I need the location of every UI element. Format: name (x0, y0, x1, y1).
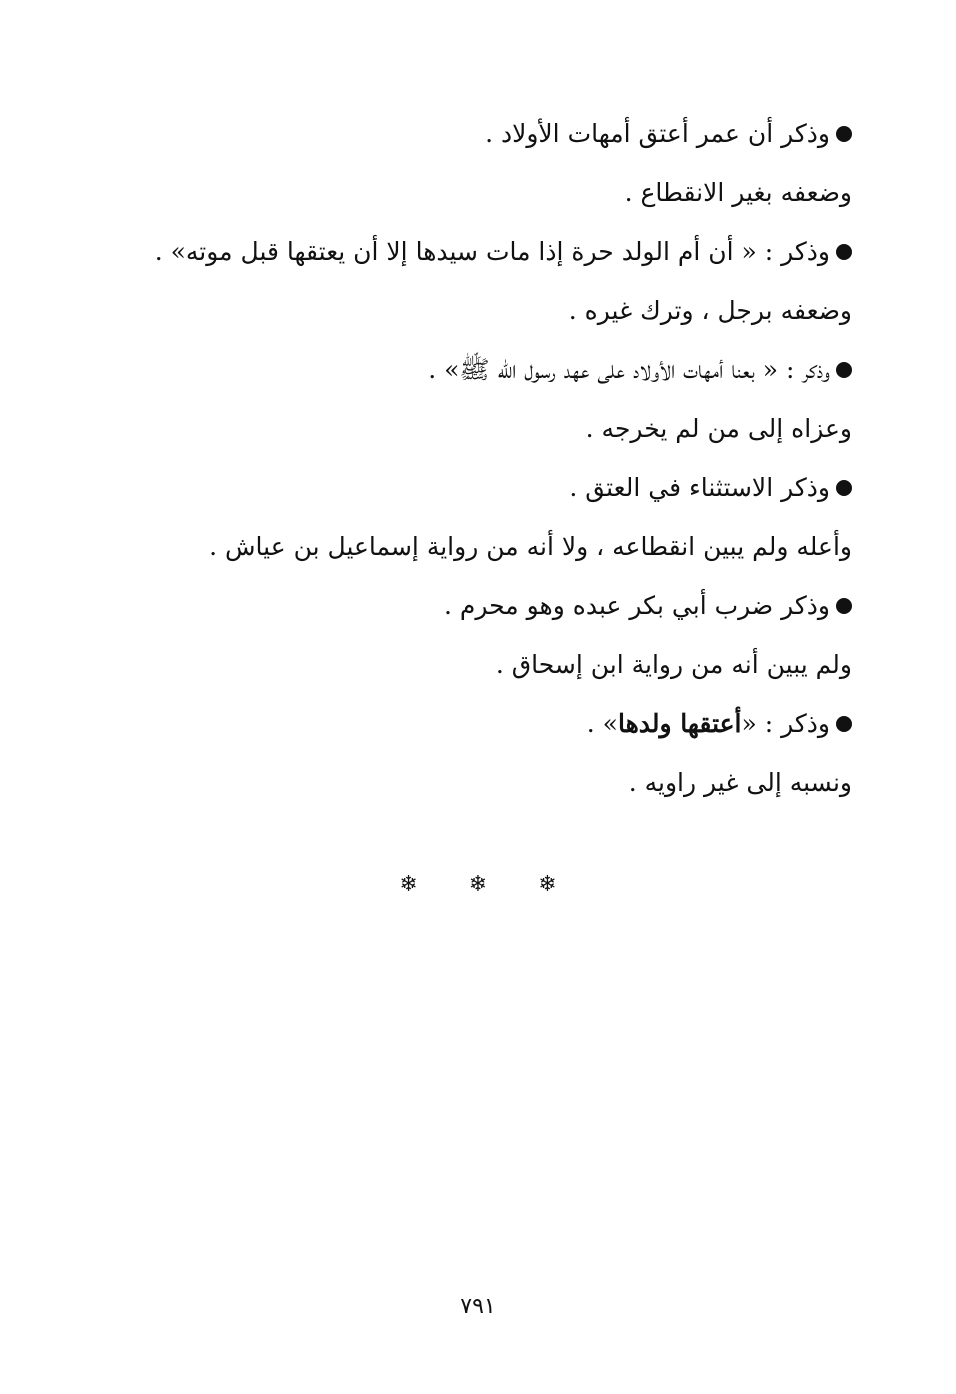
comment-line (152, 753, 852, 812)
bullet-icon (836, 716, 852, 732)
bullet-icon (836, 480, 852, 496)
line-text: ولم يبين أنه من رواية ابن إسحاق . (495, 649, 852, 679)
comment-line (152, 399, 852, 458)
line-prefix: وذكر : « (741, 708, 830, 738)
bullet-icon (836, 244, 852, 260)
line-text: ونسبه إلى غير راويه . (628, 767, 852, 797)
line-text: وضعفه بغير الانقطاع . (624, 177, 852, 207)
section-separator (0, 872, 956, 897)
page-number: ٧٩١ (460, 1294, 496, 1319)
line-text: وعزاه إلى من لم يخرجه . (585, 413, 852, 443)
bullet-icon (836, 598, 852, 614)
snowflake-icon: ❄ (468, 872, 488, 897)
bullet-line (152, 576, 852, 635)
line-text: وذكر : « بعنا أمهات الأولاد على عهد رسول الله ﷺ» . (428, 354, 830, 384)
bullet-icon (836, 362, 852, 378)
bullet-line (152, 222, 852, 281)
line-text: وذكر أن عمر أعتق أمهات الأولاد . (485, 118, 830, 148)
line-suffix: » . (586, 708, 618, 738)
comment-line (152, 163, 852, 222)
line-text: وذكر الاستثناء في العتق . (569, 472, 830, 502)
line-text: وذكر ضرب أبي بكر عبده وهو محرم . (444, 590, 830, 620)
bullet-line (152, 104, 852, 163)
bullet-icon (836, 126, 852, 142)
text-body (152, 104, 852, 812)
line-text: وذكر : « أن أم الولد حرة إذا مات سيدها إلا أن يعتقها قبل موته» . (154, 236, 830, 266)
quoted-phrase: أعتقها ولدها (617, 708, 742, 738)
bullet-line (152, 694, 852, 753)
bullet-line (152, 458, 852, 517)
line-text: وأعله ولم يبين انقطاعه ، ولا أنه من رواية إسماعيل بن عياش . (209, 531, 852, 561)
snowflake-icon: ❄ (399, 872, 418, 897)
bullet-line (152, 340, 852, 399)
snowflake-icon: ❄ (538, 872, 557, 897)
comment-line (152, 281, 852, 340)
comment-line (152, 635, 852, 694)
line-text: وضعفه برجل ، وترك غيره . (568, 295, 852, 325)
comment-line (152, 517, 852, 576)
